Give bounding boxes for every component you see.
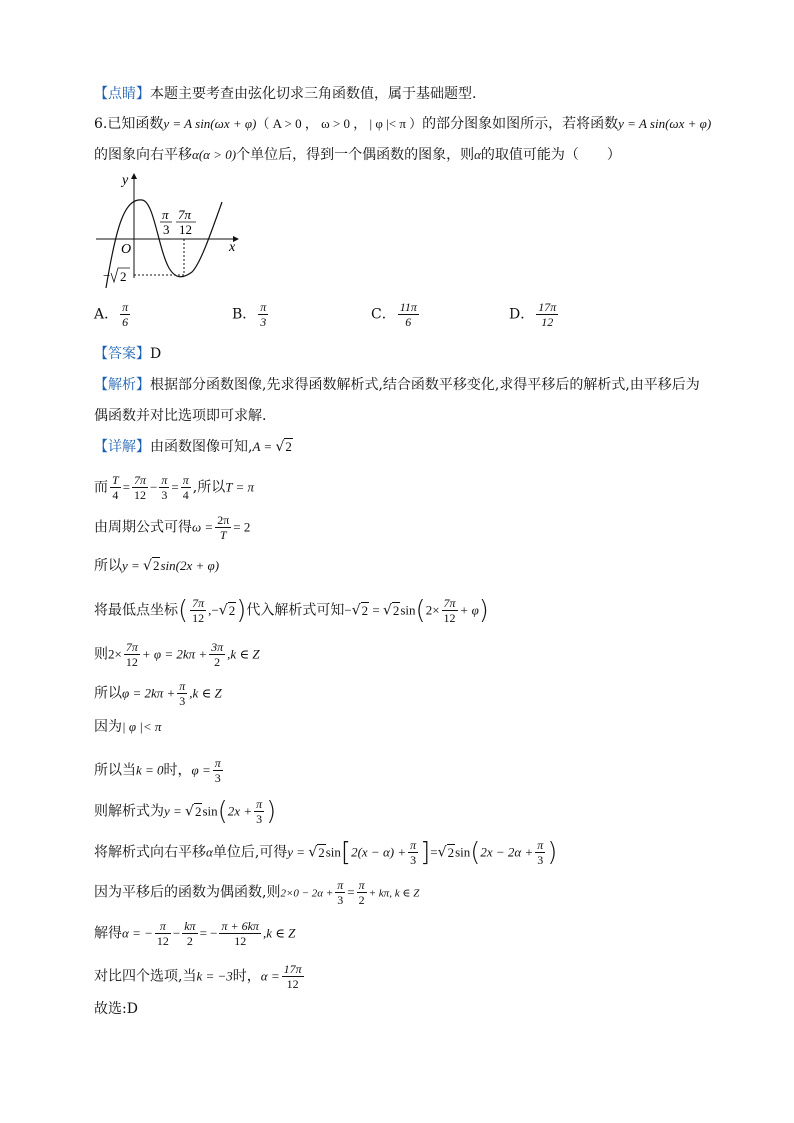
detail-line-12: 因为平移后的函数为偶函数,则2×0 − 2α + $\frac{\pi}{3}$ = $\frac{\pi}{2}$ + kπ, k ∈ Z xyxy=(94,878,420,907)
ymin-label-minus: − xyxy=(103,268,111,283)
function-formula: y = A sin(ωx + φ) xyxy=(163,116,257,131)
tick-7pi12-den: 12 xyxy=(179,222,192,237)
detail-line-8: 因为| φ |< π xyxy=(94,719,162,735)
question-number: 6 xyxy=(94,116,103,132)
detail-line-13: 解得α = − $\frac{\pi}{12}$ − $\frac{k\pi}{2}$ = − $\frac{\pi + 6k\pi}{12}$ ,k ∈ Z xyxy=(94,919,296,948)
dianjing-tag: 【点睛】 xyxy=(94,86,150,102)
y-label: y xyxy=(122,173,129,188)
option-c[interactable]: C． $\frac{11\pi}{6}$ xyxy=(371,300,417,329)
x-label: x xyxy=(229,240,236,255)
answer-value: D xyxy=(150,346,162,362)
detail-line-3: 由周期公式可得ω = $\frac{2\pi}{T}$ = 2 xyxy=(94,513,251,542)
origin-label: O xyxy=(121,242,132,257)
analysis-line-1: 【解析】根据部分函数图像,先求得函数解析式,结合函数平移变化,求得平移后的解析式,由平移后为 xyxy=(94,377,700,393)
tick-7pi12-num: 7π xyxy=(178,207,192,222)
dianjing-text: 本题主要考查由弦化切求三角函数值，属于基础题型. xyxy=(150,86,477,102)
detail-conclusion: 故选:D xyxy=(94,1001,138,1017)
detail-line-10: 则解析式为y = √2sin(2x + $\frac{\pi}{3}$ ) xyxy=(94,796,277,827)
detail-line-11: 将解析式向右平移α单位后,可得y = √2sin[2(x − α) + $\frac{\pi}{3}$ ]=√2sin(2x − 2α + $\frac{\pi}{3}$ ) xyxy=(94,837,558,868)
analysis-line-2: 偶函数并对比选项即可求解. xyxy=(94,408,267,424)
detail-line-4: 所以y = √2sin(2x + φ) xyxy=(94,558,220,574)
dianjing-line xyxy=(94,84,476,104)
detail-line-7: 所以φ = 2kπ + $\frac{\pi}{3}$ ,k ∈ Z xyxy=(94,679,222,708)
question-line-2: 的图象向右平移α(α > 0)个单位后，得到一个偶函数的图象，则α的取值可能为（ ） xyxy=(94,147,621,163)
detail-tag: 【详解】 xyxy=(94,439,150,455)
tick-pi3-den: 3 xyxy=(163,222,170,237)
option-a[interactable]: A． $\frac{\pi}{6}$ xyxy=(94,300,129,329)
question-line-1: 6.已知函数y = A sin(ωx + φ)（ A > 0 ， ω > 0 ， | φ |< π ）的部分图象如图所示，若将函数y = A sin(ωx + φ) xyxy=(94,116,712,132)
detail-line-5: 将最低点坐标( $\frac{7\pi}{12}$ ,−√2)代入解析式可知−√2 = √2sin(2× $\frac{7\pi}{12}$ + φ) xyxy=(94,595,489,626)
detail-line-14: 对比四个选项,当k = −3时，α = $\frac{17\pi}{12}$ xyxy=(94,962,302,991)
detail-line-6: 则2× $\frac{7\pi}{12}$ + φ = 2kπ + $\frac{3\pi}{2}$ ,k ∈ Z xyxy=(94,640,260,669)
ymin-label-root: 2 xyxy=(120,269,127,284)
option-d[interactable]: D． $\frac{17\pi}{12}$ xyxy=(509,300,557,329)
analysis-tag: 【解析】 xyxy=(94,377,150,393)
detail-line-2: 而 $\frac{T}{4}$ = $\frac{7\pi}{12}$ − $\frac{\pi}{3}$ = $\frac{\pi}{4}$ ,所以T = π xyxy=(94,473,254,502)
answer-line xyxy=(94,344,161,364)
function-formula-2: y = A sin(ωx + φ) xyxy=(618,116,712,131)
option-b[interactable]: B． $\frac{\pi}{3}$ xyxy=(232,300,267,329)
answer-tag: 【答案】 xyxy=(94,346,150,362)
tick-pi3-num: π xyxy=(162,207,169,222)
detail-line-1: 【详解】由函数图像可知,A = √2 xyxy=(94,439,292,455)
detail-line-9: 所以当k = 0时，φ = $\frac{\pi}{3}$ xyxy=(94,756,221,785)
sine-graph xyxy=(92,168,252,288)
